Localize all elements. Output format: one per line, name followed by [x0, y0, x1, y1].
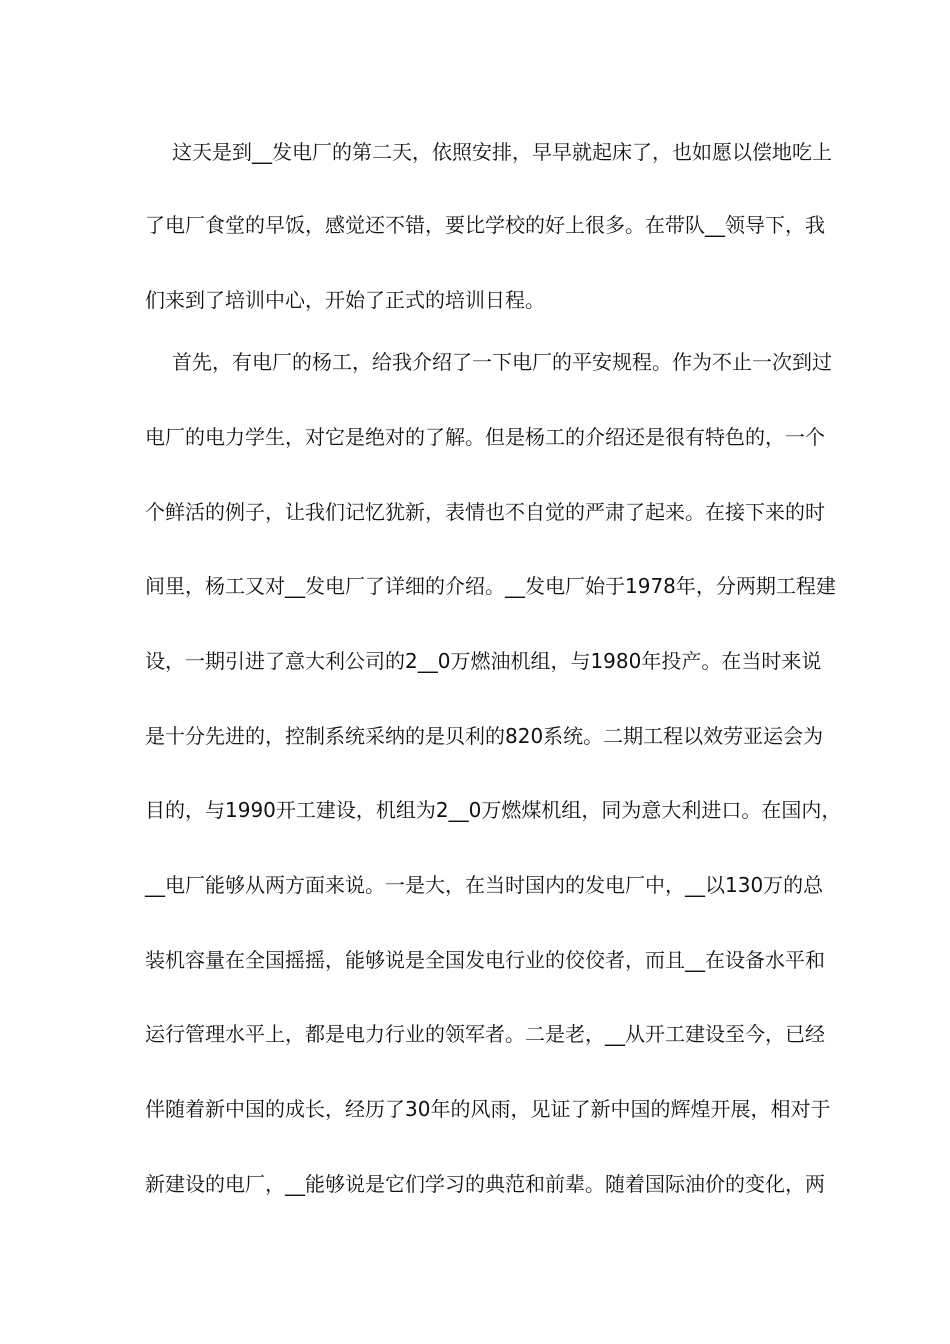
paragraph-2-line-1: 首先，有电厂的杨工，给我介绍了一下电厂的平安规程。作为不止一次到过 — [172, 350, 832, 374]
paragraph-2-line-10: 运行管理水平上，都是电力行业的领军者。二是老，__从开工建设至今，已经 — [145, 1022, 825, 1046]
paragraph-2-line-11: 伴随着新中国的成长，经历了30年的风雨，见证了新中国的辉煌开展，相对于 — [145, 1097, 831, 1121]
paragraph-2-line-7: 目的，与1990开工建设，机组为2__0万燃煤机组，同为意大利进口。在国内， — [145, 798, 842, 822]
paragraph-1-line-2: 了电厂食堂的早饭，感觉还不错，要比学校的好上很多。在带队__领导下，我 — [145, 213, 825, 237]
paragraph-2-line-2: 电厂的电力学生，对它是绝对的了解。但是杨工的介绍还是很有特色的，一个 — [145, 425, 825, 449]
paragraph-1-line-1: 这天是到__发电厂的第二天，依照安排，早早就起床了，也如愿以偿地吃上 — [172, 140, 832, 164]
paragraph-2-line-6: 是十分先进的，控制系统采纳的是贝利的820系统。二期工程以效劳亚运会为 — [145, 724, 824, 748]
paragraph-2-line-12: 新建设的电厂，__能够说是它们学习的典范和前辈。随着国际油价的变化，两 — [145, 1172, 825, 1196]
paragraph-1-line-3: 们来到了培训中心，开始了正式的培训日程。 — [145, 288, 545, 312]
paragraph-2-line-3: 个鲜活的例子，让我们记忆犹新，表情也不自觉的严肃了起来。在接下来的时 — [145, 500, 825, 524]
paragraph-2-line-8: __电厂能够从两方面来说。一是大，在当时国内的发电厂中，__以130万的总 — [145, 873, 824, 897]
paragraph-2-line-9: 装机容量在全国摇摇，能够说是全国发电行业的佼佼者，而且__在设备水平和 — [145, 948, 825, 972]
paragraph-2-line-4: 间里，杨工又对__发电厂了详细的介绍。__发电厂始于1978年，分两期工程建 — [145, 574, 836, 598]
paragraph-2-line-5: 设，一期引进了意大利公司的2__0万燃油机组，与1980年投产。在当时来说 — [145, 649, 822, 673]
